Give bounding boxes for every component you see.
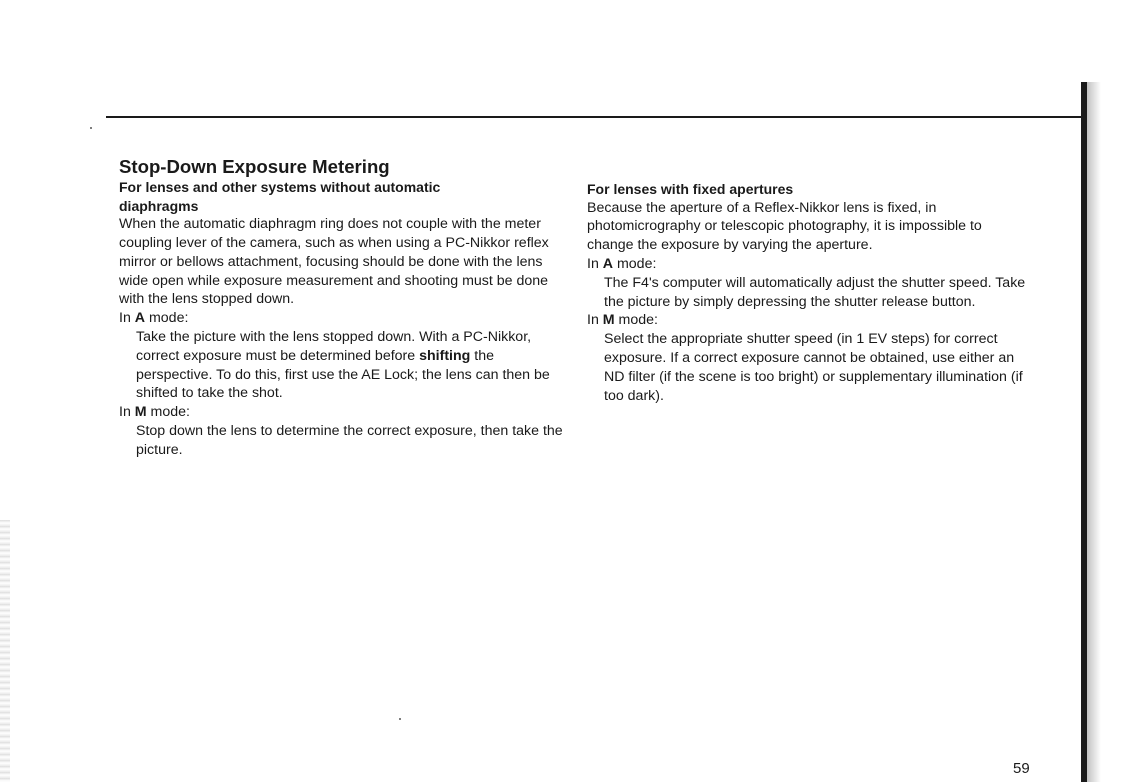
intro-paragraph: When the automatic diaphragm ring does not couple with the meter coupling lever of the camera, such as when using a PC-Nikkor reflex mirror or bellows attachment, focusing should be done with the lens wide open while exposure measurement and shooting must be done with the lens stopped down. — [119, 216, 549, 308]
header-rule — [106, 116, 1084, 118]
intro-paragraph: Because the aperture of a Reflex-Nikkor lens is fixed, in photomicrography or telescopic photography, it is impossible to change the exposure by varying the aperture. — [587, 199, 982, 254]
section-subtitle: For lenses with fixed apertures — [587, 181, 794, 197]
m-mode-label: In M mode: — [119, 404, 190, 421]
m-mode-letter: M — [134, 404, 147, 421]
shifting-emphasis: shifting — [419, 347, 471, 364]
m-mode-letter: M — [602, 312, 615, 329]
m-mode-text: Stop down the lens to determine the correct exposure, then take the picture. — [136, 422, 563, 458]
scan-speck — [90, 127, 92, 129]
a-mode-letter: A — [134, 310, 146, 327]
right-column — [587, 180, 1032, 405]
a-mode-text: The F4's computer will automatically adjust the shutter speed. Take the picture by simply depressing the shutter release button. — [604, 274, 1026, 310]
m-mode-label: In M mode: — [587, 312, 658, 329]
section-subtitle: For lenses and other systems without automatic diaphragms — [119, 179, 441, 214]
a-mode-label: In A mode: — [119, 310, 189, 327]
scan-edge-noise — [0, 520, 10, 782]
a-mode-letter: A — [602, 255, 614, 272]
a-mode-text: Take the picture with the lens stopped down. With a PC-Nikkor, correct exposure must be determined before shifting the perspective. To do this, first use the AE Lock; the lens can then be shifted to take the shot. — [136, 328, 550, 402]
m-mode-text: Select the appropriate shutter speed (in 1 EV steps) for correct exposure. If a correct exposure cannot be obtained, use either an ND filter (if the scene is too bright) or supplementary illumination (if too dark). — [604, 331, 1023, 404]
page-edge-fade — [1087, 82, 1101, 782]
left-column — [119, 156, 569, 460]
section-title: Stop-Down Exposure Metering — [119, 156, 390, 177]
a-mode-label: In A mode: — [587, 255, 657, 272]
page-number: 59 — [1013, 760, 1030, 777]
scan-speck — [399, 718, 401, 720]
